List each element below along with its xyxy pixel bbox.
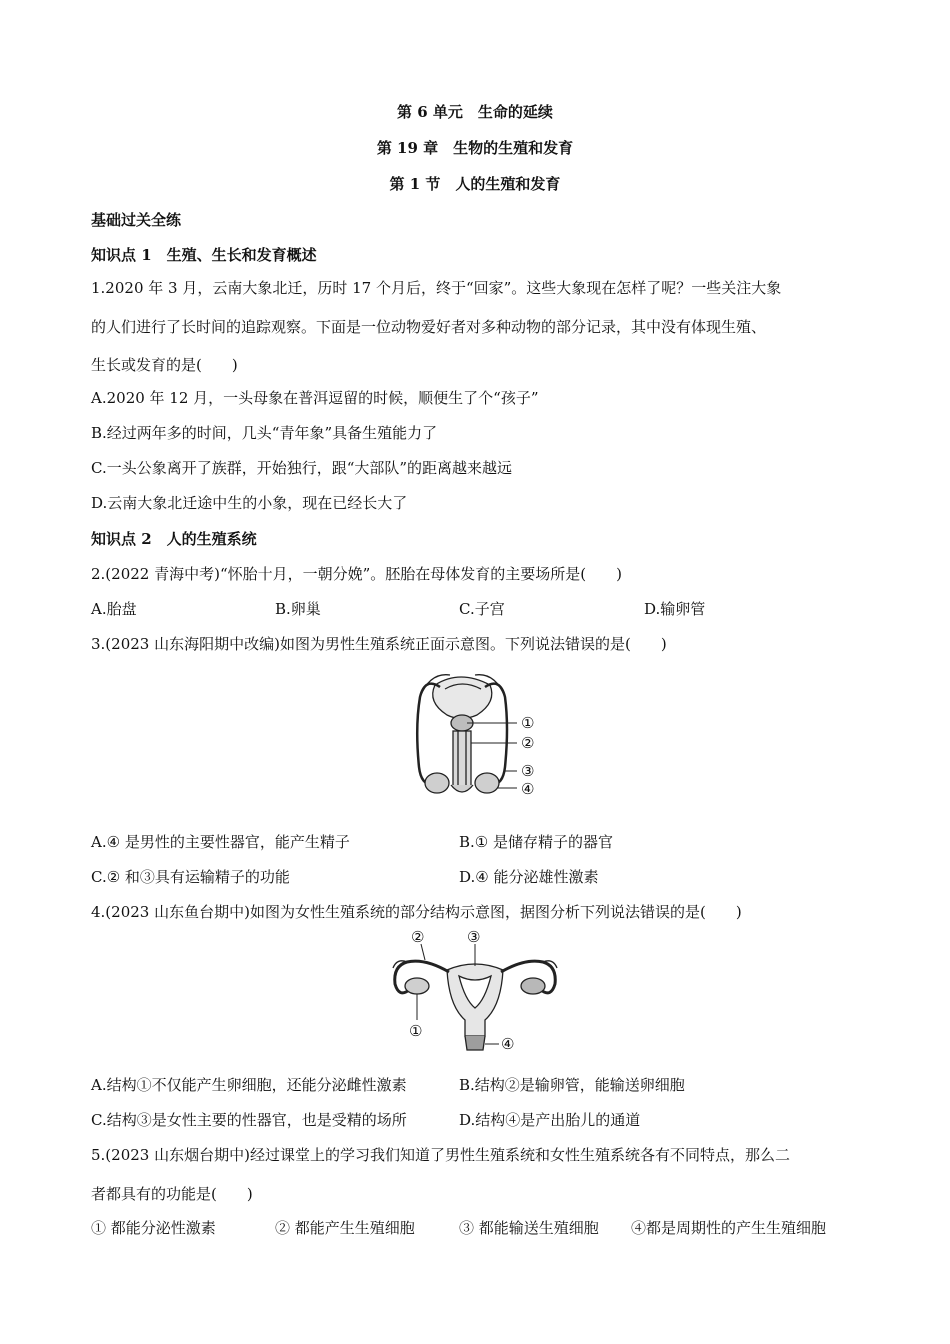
female-label-4: ④ bbox=[501, 1035, 515, 1053]
q3-option-d: D.④ 能分泌雄性激素 bbox=[459, 868, 599, 886]
q1-option-d: D.云南大象北迁途中生的小象，现在已经长大了 bbox=[91, 494, 408, 512]
q2-stem: 2.(2022 青海中考)“怀胎十月，一朝分娩”。胚胎在母体发育的主要场所是( ) bbox=[91, 565, 623, 583]
q5-stem-line1: 5.(2023 山东烟台期中)经过课堂上的学习我们知道了男性生殖系统和女性生殖系统各有不同特点，那么二 bbox=[91, 1146, 790, 1164]
male-label-1: ① bbox=[521, 714, 535, 732]
q2-option-b: B.卵巢 bbox=[275, 600, 321, 618]
q5-item-2: ② 都能产生生殖细胞 bbox=[275, 1219, 415, 1237]
male-label-4: ④ bbox=[521, 780, 535, 798]
q4-option-b: B.结构②是输卵管，能输送卵细胞 bbox=[459, 1076, 685, 1094]
female-label-2: ② bbox=[411, 928, 425, 946]
q5-item-3: ③ 都能输送生殖细胞 bbox=[459, 1219, 599, 1237]
q1-option-b: B.经过两年多的时间，几头“青年象”具备生殖能力了 bbox=[91, 424, 438, 442]
female-label-3: ③ bbox=[467, 928, 481, 946]
q3-option-a: A.④ 是男性的主要性器官，能产生精子 bbox=[91, 833, 350, 851]
q3-option-b: B.① 是储存精子的器官 bbox=[459, 833, 614, 851]
q4-option-a: A.结构①不仅能产生卵细胞，还能分泌雌性激素 bbox=[91, 1076, 407, 1094]
male-label-3: ③ bbox=[521, 762, 535, 780]
q1-option-a: A.2020 年 12 月，一头母象在普洱逗留的时候，顺便生了个“孩子” bbox=[91, 389, 539, 407]
section-title: 第 1 节 人的生殖和发育 bbox=[389, 175, 561, 193]
q4-option-c: C.结构③是女性主要的性器官，也是受精的场所 bbox=[91, 1111, 407, 1129]
q2-option-a: A.胎盘 bbox=[91, 600, 137, 618]
q5-item-4: ④都是周期性的产生生殖细胞 bbox=[631, 1219, 827, 1237]
female-label-1: ① bbox=[409, 1022, 423, 1040]
q3-stem: 3.(2023 山东海阳期中改编)如图为男性生殖系统正面示意图。下列说法错误的是( ) bbox=[91, 635, 667, 653]
male-label-2: ② bbox=[521, 734, 535, 752]
q4-stem: 4.(2023 山东鱼台期中)如图为女性生殖系统的部分结构示意图，据图分析下列说法错误的是( ) bbox=[91, 903, 742, 921]
q1-stem-line3: 生长或发育的是( ) bbox=[91, 356, 238, 374]
q3-option-c: C.② 和③具有运输精子的功能 bbox=[91, 868, 290, 886]
q5-stem-line2: 者都具有的功能是( ) bbox=[91, 1185, 253, 1203]
knowledge-point-2: 知识点 2 人的生殖系统 bbox=[91, 530, 257, 548]
q4-option-d: D.结构④是产出胎儿的通道 bbox=[459, 1111, 641, 1129]
unit-title: 第 6 单元 生命的延续 bbox=[397, 103, 553, 121]
chapter-title: 第 19 章 生物的生殖和发育 bbox=[376, 139, 574, 157]
q5-item-1: ① 都能分泌性激素 bbox=[91, 1219, 216, 1237]
q2-option-c: C.子宫 bbox=[459, 600, 505, 618]
q1-stem-line1: 1.2020 年 3 月，云南大象北迁，历时 17 个月后，终于“回家”。这些大象现在怎样了呢？一些关注大象 bbox=[91, 279, 782, 297]
practice-title: 基础过关全练 bbox=[91, 211, 182, 229]
q1-option-c: C.一头公象离开了族群，开始独行，跟“大部队”的距离越来越远 bbox=[91, 459, 513, 477]
female-reproductive-system-diagram bbox=[385, 928, 565, 1058]
q2-option-d: D.输卵管 bbox=[644, 600, 706, 618]
q1-stem-line2: 的人们进行了长时间的追踪观察。下面是一位动物爱好者对多种动物的部分记录，其中没有体现生殖、 bbox=[91, 318, 767, 336]
knowledge-point-1: 知识点 1 生殖、生长和发育概述 bbox=[91, 246, 317, 264]
male-reproductive-system-diagram bbox=[405, 667, 555, 803]
